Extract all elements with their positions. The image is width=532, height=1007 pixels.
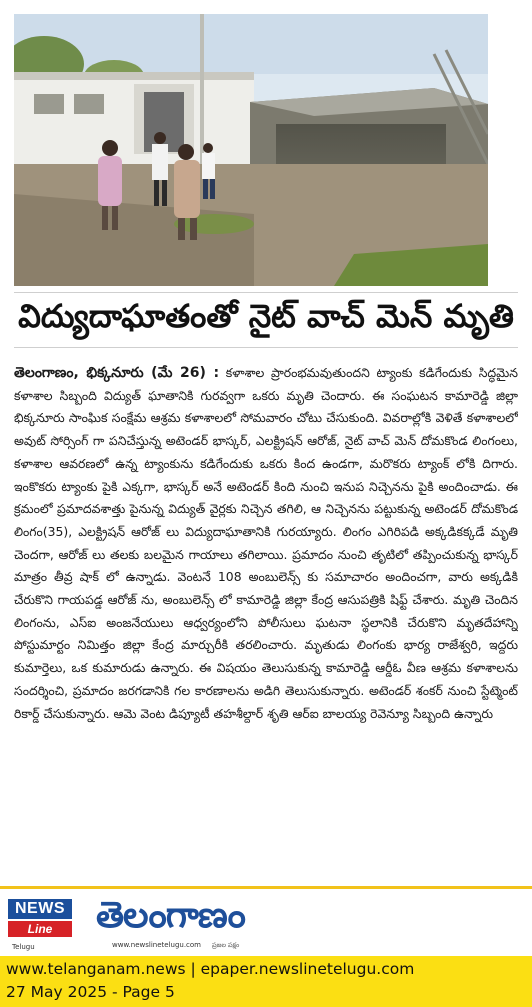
newsline-sub: Telugu bbox=[12, 943, 35, 951]
newsline-news-word: NEWS bbox=[8, 899, 72, 919]
headline: విద్యుదాఘాతంతో నైట్ వాచ్ మెన్ మృతి bbox=[14, 292, 518, 348]
news-photo bbox=[14, 14, 488, 286]
epaper-credit bbox=[0, 956, 532, 1007]
newsline-line-word: Line bbox=[8, 921, 72, 937]
article-text: కళాశాల ప్రారంభమవుతుందని ట్యాంకు కడిగేందుకు సిద్ధమైన కళాశాల సిబ్బంది విద్యుత్ ఘాతానికి గురవ్వగా ఒకరు మృతి చెందారు. ఈ సంఘటన కామారెడ్డి జిల్లా భిక్కనూరు సాంఘిక సంక్షేమ ఆశ్రమ కళాశాలలో సోమవారం చోటు చేసుకుంది. వివరాల్లోకి వెళితే కళాశాలలో అవుట్ సోర్సింగ్ గా పనిచేస్తున్న అటెండర్ భాస్కర్, ఎలక్ట్రిషన్ ఆరోజ్, నైట్ వాచ్ మెన్ దోమకొండ లింగంలు, కళాశాల ఆవరణలో ఉన్న ట్యాంకును కడిగేందుకు ఒకరు కింద ఉండగా, మరొకరు ట్యాంక్ లోకి దిగారు. ఇంకొకరు ట్యాంకు పైకి ఎక్కగా, భాస్కర్ అనే అటెండర్ కింది నుంచి ఇనుప నిచ్చెనను పైకి అందించాడు. ఈ క్రమంలో ప్రమాదవశాత్తు పైనున్న విద్యుత్ వైర్లకు నిచ్చెన తగిలి, ఆ నిచ్చెనను పట్టుకున్న అటెండర్ దోమకొండ లింగం(35), ఎలక్ట్రిషన్ ఆరోజ్ లు విద్యుదాఘాతానికి గురయ్యారు. లింగం ఎగిరిపడి అక్కడికక్కడే మృతి చెందగా, ఆరోజ్ లు తలకు బలమైన గాయాలు తగిలాయి. ప్రమాదం నుంచి తృటిలో తప్పించుకున్న భాస్కర్ మాత్రం తీవ్ర షాక్ లో ఉన్నాడు. వెంటనే 108 అంబులెన్స్ కు సమాచారం అందించగా, వారు అక్కడికి చేరుకొని గాయపడ్డ ఆరోజ్ ను, అంబులెన్స్ లో కామారెడ్డి జిల్లా కేంద్ర ఆసుపత్రికి షిఫ్ట్ చేశారు. మృతి చెందిన లింగంను, ఎస్ఐ అంజనేయులు ఆధ్వర్యంలోని పోలీసులు ఘటనా స్థలానికి చేరుకొని మృతదేహాన్ని పోస్టుమార్టం నిమిత్తం జిల్లా కేంద్ర మార్చురీకి తరలించారు. మృతుడు లింగంకు భార్య రాజేశ్వరి, ఇద్దరు కుమార్తెలు, ఒక కుమారుడు ఉన్నారు. ఈ విషయం తెలుసుకున్న కామారెడ్డి ఆర్డీఓ వీణ ఆశ్రమ కళాశాలను సందర్శించి, ప్రమాదం జరగడానికి గల కారణాలను అడిగి తెలుసుకున్నారు. అటెండర్ శంకర్ నుంచి స్టేట్మెంట్ రికార్డ్ చేసుకున్నారు. ఆమె వెంట డిప్యూటీ తహశీల్దార్ శృతి ఆర్ఐ బాలయ్య రెవెన్యూ సిబ్బంది ఉన్నారు bbox=[14, 365, 518, 721]
newspaper-banner bbox=[0, 886, 532, 959]
credit-urls: www.telanganam.news | epaper.newslinetelugu.com bbox=[6, 960, 415, 978]
telanganam-masthead: తెలంగాణం bbox=[96, 895, 245, 936]
masthead-tagline: ప్రజల పక్షం bbox=[212, 941, 240, 949]
newsline-logo bbox=[8, 899, 72, 939]
dateline: తెలంగాణం, భిక్కనూరు (మే 26) : bbox=[14, 365, 220, 381]
masthead-url: www.newslinetelugu.com bbox=[112, 941, 201, 949]
article-body bbox=[14, 362, 518, 874]
credit-date-page: 27 May 2025 - Page 5 bbox=[6, 983, 175, 1001]
